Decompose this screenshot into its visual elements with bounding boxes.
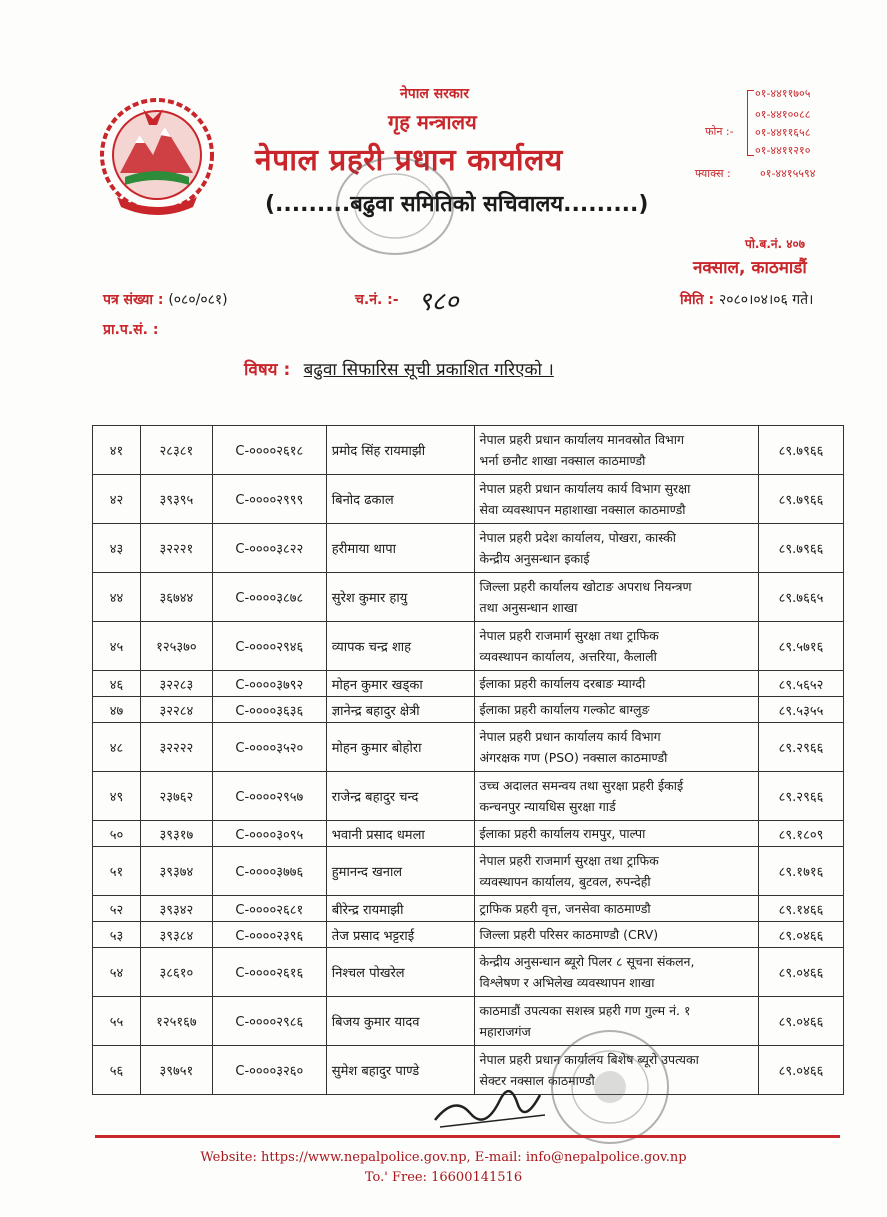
office-line: काठमाडौं उपत्यका सशस्त्र प्रहरी गण गुल्म नं. १ bbox=[479, 1003, 691, 1018]
score-cell: ८९.२९६६ bbox=[759, 772, 844, 821]
id-cell: ३९३८४ bbox=[140, 922, 212, 948]
office-cell bbox=[474, 772, 758, 821]
government-heading: नेपाल सरकार bbox=[400, 86, 470, 102]
subject-label: विषय : bbox=[244, 360, 291, 380]
office-cell bbox=[474, 821, 758, 847]
id-cell: ३९३४२ bbox=[140, 896, 212, 922]
office-line: उच्च अदालत समन्वय तथा सुरक्षा प्रहरी ईकाई bbox=[479, 778, 684, 793]
ref-label: पत्र संख्या : bbox=[103, 292, 164, 308]
ref-value: (०८०/०८१) bbox=[168, 292, 228, 308]
office-line: अंगरक्षक गण (PSO) नक्साल काठमाण्डौ bbox=[479, 750, 668, 765]
code-cell: C-००००२९५७ bbox=[212, 772, 326, 821]
name-cell: मोहन कुमार खड्का bbox=[326, 671, 474, 697]
office-line: कन्चनपुर न्यायधिस सुरक्षा गार्ड bbox=[479, 799, 616, 814]
table-row bbox=[93, 821, 844, 847]
score-cell: ८९.५३५५ bbox=[759, 697, 844, 723]
po-box: पो.ब.नं. ४०७ bbox=[745, 237, 806, 251]
serial-cell: ५५ bbox=[93, 997, 141, 1046]
office-line: जिल्ला प्रहरी कार्यालय खोटाङ अपराध नियन्त्रण bbox=[479, 579, 692, 594]
serial-cell: ४२ bbox=[93, 475, 141, 524]
promotion-table bbox=[92, 425, 844, 1095]
office-cell bbox=[474, 922, 758, 948]
code-cell: C-००००२६१६ bbox=[212, 948, 326, 997]
table-row bbox=[93, 847, 844, 896]
serial-cell: ४५ bbox=[93, 622, 141, 671]
code-cell: C-००००३८७८ bbox=[212, 573, 326, 622]
fax-label: फ्याक्स : bbox=[695, 167, 731, 180]
code-cell: C-००००२६८१ bbox=[212, 896, 326, 922]
score-cell: ८९.५७१६ bbox=[759, 622, 844, 671]
score-cell: ८९.७९६६ bbox=[759, 475, 844, 524]
ministry-heading: गृह मन्त्रालय bbox=[388, 110, 477, 134]
table-row bbox=[93, 697, 844, 723]
id-cell: १२५१६७ bbox=[140, 997, 212, 1046]
office-cell bbox=[474, 847, 758, 896]
score-cell: ८९.०४६६ bbox=[759, 922, 844, 948]
phone-number: ०१-४४११२१० bbox=[755, 144, 811, 157]
office-line: ईलाका प्रहरी कार्यालय गल्कोट बाग्लुङ bbox=[479, 702, 650, 717]
code-cell: C-००००३७७६ bbox=[212, 847, 326, 896]
office-line: नेपाल प्रहरी प्रधान कार्यालय मानवस्रोत विभाग bbox=[479, 432, 685, 447]
office-line: नेपाल प्रहरी प्रधान कार्यालय बिशेष ब्यूरो उपत्यका bbox=[479, 1052, 699, 1067]
name-cell: तेज प्रसाद भट्टराई bbox=[326, 922, 474, 948]
serial-cell: ५४ bbox=[93, 948, 141, 997]
footer-divider bbox=[95, 1135, 840, 1138]
code-cell: C-००००२९९९ bbox=[212, 475, 326, 524]
name-cell: सुमेश बहादुर पाण्डे bbox=[326, 1046, 474, 1095]
id-cell: ३९३१७ bbox=[140, 821, 212, 847]
office-line: महाराजगंज bbox=[479, 1024, 531, 1039]
secretariat-heading: (.........बढुवा समितिको सचिवालय.........) bbox=[265, 192, 649, 217]
code-cell: C-००००२३९६ bbox=[212, 922, 326, 948]
table-row bbox=[93, 573, 844, 622]
serial-cell: ५६ bbox=[93, 1046, 141, 1095]
subject-text: बढुवा सिफारिस सूची प्रकाशित गरिएको । bbox=[303, 360, 554, 380]
phone-number: ०१-४४११६५८ bbox=[755, 126, 811, 139]
office-line: केन्द्रीय अनुसन्धान ब्यूरो पिलर ८ सूचना संकलन, bbox=[479, 954, 695, 969]
phone-bracket bbox=[747, 90, 754, 156]
office-line: ट्राफिक प्रहरी वृत्त, जनसेवा काठमाण्डौ bbox=[479, 901, 651, 916]
id-cell: ३२२२२ bbox=[140, 723, 212, 772]
table-row bbox=[93, 896, 844, 922]
score-cell: ८९.७९६६ bbox=[759, 426, 844, 475]
id-cell: ३६७४४ bbox=[140, 573, 212, 622]
office-line: नेपाल प्रहरी प्रदेश कार्यालय, पोखरा, कास्की bbox=[479, 530, 676, 545]
office-cell bbox=[474, 723, 758, 772]
phone-number: ०१-४४११७०५ bbox=[755, 87, 811, 100]
serial-cell: ५३ bbox=[93, 922, 141, 948]
office-line: व्यवस्थापन कार्यालय, अत्तरिया, कैलाली bbox=[479, 649, 657, 664]
id-cell: ३२२८४ bbox=[140, 697, 212, 723]
serial-cell: ४३ bbox=[93, 524, 141, 573]
dispatch-number: ९८० bbox=[418, 287, 459, 317]
code-cell: C-००००२९४६ bbox=[212, 622, 326, 671]
office-line: सेवा व्यवस्थापन महाशाखा नक्साल काठमाण्डौ bbox=[479, 502, 686, 517]
table-row bbox=[93, 426, 844, 475]
name-cell: मोहन कुमार बोहोरा bbox=[326, 723, 474, 772]
serial-cell: ४९ bbox=[93, 772, 141, 821]
office-cell bbox=[474, 573, 758, 622]
office-cell bbox=[474, 475, 758, 524]
id-cell: २८३८१ bbox=[140, 426, 212, 475]
score-cell: ८९.०४६६ bbox=[759, 997, 844, 1046]
office-line: नेपाल प्रहरी राजमार्ग सुरक्षा तथा ट्राफिक bbox=[479, 853, 659, 868]
table-row bbox=[93, 622, 844, 671]
table-row bbox=[93, 671, 844, 697]
score-cell: ८९.१८०९ bbox=[759, 821, 844, 847]
code-cell: C-००००३५२० bbox=[212, 723, 326, 772]
name-cell: भवानी प्रसाद धमला bbox=[326, 821, 474, 847]
serial-cell: ४७ bbox=[93, 697, 141, 723]
id-cell: ३८६१० bbox=[140, 948, 212, 997]
office-cell bbox=[474, 948, 758, 997]
id-cell: ३२२२१ bbox=[140, 524, 212, 573]
office-line: केन्द्रीय अनुसन्धान इकाई bbox=[479, 551, 590, 566]
score-cell: ८९.१७१६ bbox=[759, 847, 844, 896]
office-cell bbox=[474, 622, 758, 671]
prapas-label: प्रा.प.सं. : bbox=[103, 322, 159, 338]
id-cell: ३९७५१ bbox=[140, 1046, 212, 1095]
office-heading: नेपाल प्रहरी प्रधान कार्यालय bbox=[255, 143, 563, 178]
score-cell: ८९.२९६६ bbox=[759, 723, 844, 772]
name-cell: हुमानन्द खनाल bbox=[326, 847, 474, 896]
footer-website: Website: https://www.nepalpolice.gov.np, E-mail: info@nepalpolice.gov.np bbox=[200, 1150, 687, 1165]
name-cell: निश्चल पोखरेल bbox=[326, 948, 474, 997]
name-cell: बीरेन्द्र रायमाझी bbox=[326, 896, 474, 922]
table-row bbox=[93, 997, 844, 1046]
phone-number: ०१-४४१००८८ bbox=[755, 108, 811, 121]
name-cell: व्यापक चन्द्र शाह bbox=[326, 622, 474, 671]
id-cell: ३९३७४ bbox=[140, 847, 212, 896]
name-cell: ज्ञानेन्द्र बहादुर क्षेत्री bbox=[326, 697, 474, 723]
score-cell: ८९.०४६६ bbox=[759, 1046, 844, 1095]
id-cell: २३७६२ bbox=[140, 772, 212, 821]
office-line: नेपाल प्रहरी राजमार्ग सुरक्षा तथा ट्राफिक bbox=[479, 628, 659, 643]
serial-cell: ५२ bbox=[93, 896, 141, 922]
office-stamp-icon bbox=[545, 1025, 675, 1150]
ref-number bbox=[103, 290, 228, 309]
office-line: तथा अनुसन्धान शाखा bbox=[479, 600, 578, 615]
serial-cell: ४४ bbox=[93, 573, 141, 622]
office-line: जिल्ला प्रहरी परिसर काठमाण्डौ (CRV) bbox=[479, 927, 659, 942]
name-cell: राजेन्द्र बहादुर चन्द bbox=[326, 772, 474, 821]
name-cell: हरीमाया थापा bbox=[326, 524, 474, 573]
fax-number: ०१-४४१५५९४ bbox=[760, 167, 816, 180]
code-cell: C-००००२९८६ bbox=[212, 997, 326, 1046]
code-cell: C-००००२६१८ bbox=[212, 426, 326, 475]
date-label: मिति : bbox=[680, 292, 715, 308]
serial-cell: ४६ bbox=[93, 671, 141, 697]
table-row bbox=[93, 772, 844, 821]
letter-date bbox=[680, 290, 813, 309]
code-cell: C-००००३२६० bbox=[212, 1046, 326, 1095]
signature-icon bbox=[430, 1075, 550, 1135]
date-value: २०८०।०४।०६ गते। bbox=[718, 292, 814, 308]
table-row bbox=[93, 948, 844, 997]
code-cell: C-००००३८२२ bbox=[212, 524, 326, 573]
score-cell: ८९.१४६६ bbox=[759, 896, 844, 922]
name-cell: प्रमोद सिंह रायमाझी bbox=[326, 426, 474, 475]
office-line: सेक्टर नक्साल काठमाण्डौ bbox=[479, 1073, 595, 1088]
id-cell: १२५३७० bbox=[140, 622, 212, 671]
office-cell bbox=[474, 426, 758, 475]
nepal-emblem-icon bbox=[95, 95, 220, 220]
office-stamp-icon bbox=[330, 152, 460, 260]
footer-tollfree: To.' Free: 16600141516 bbox=[364, 1170, 523, 1185]
office-line: विश्लेषण र अभिलेख व्यवस्थापन शाखा bbox=[479, 975, 655, 990]
code-cell: C-००००३०९५ bbox=[212, 821, 326, 847]
name-cell: बिजय कुमार यादव bbox=[326, 997, 474, 1046]
office-cell bbox=[474, 671, 758, 697]
office-line: नेपाल प्रहरी प्रधान कार्यालय कार्य विभाग bbox=[479, 729, 661, 744]
table-row bbox=[93, 922, 844, 948]
score-cell: ८९.७६६५ bbox=[759, 573, 844, 622]
serial-cell: ४८ bbox=[93, 723, 141, 772]
table-row bbox=[93, 475, 844, 524]
score-cell: ८९.०४६६ bbox=[759, 948, 844, 997]
score-cell: ८९.७९६६ bbox=[759, 524, 844, 573]
office-cell bbox=[474, 524, 758, 573]
office-line: ईलाका प्रहरी कार्यालय रामपुर, पाल्पा bbox=[479, 826, 646, 841]
name-cell: बिनोद ढकाल bbox=[326, 475, 474, 524]
office-line: भर्ना छनौट शाखा नक्साल काठमाण्डौ bbox=[479, 453, 646, 468]
office-cell bbox=[474, 697, 758, 723]
subject-line bbox=[244, 357, 554, 380]
office-address: नक्साल, काठमाडौं bbox=[693, 258, 807, 278]
code-cell: C-००००३७९२ bbox=[212, 671, 326, 697]
office-line: नेपाल प्रहरी प्रधान कार्यालय कार्य विभाग सुरक्षा bbox=[479, 481, 691, 496]
table-row bbox=[93, 524, 844, 573]
name-cell: सुरेश कुमार हायु bbox=[326, 573, 474, 622]
office-line: ईलाका प्रहरी कार्यालय दरबाङ म्याग्दी bbox=[479, 676, 646, 691]
id-cell: ३२२८३ bbox=[140, 671, 212, 697]
id-cell: ३९३९५ bbox=[140, 475, 212, 524]
serial-cell: ५० bbox=[93, 821, 141, 847]
dispatch-label: च.नं. :- bbox=[355, 292, 399, 308]
phone-label: फोन :- bbox=[705, 125, 734, 138]
table-row bbox=[93, 723, 844, 772]
score-cell: ८९.५६५२ bbox=[759, 671, 844, 697]
office-cell bbox=[474, 896, 758, 922]
code-cell: C-००००३६३६ bbox=[212, 697, 326, 723]
office-line: व्यवस्थापन कार्यालय, बुटवल, रुपन्देही bbox=[479, 874, 651, 889]
serial-cell: ४१ bbox=[93, 426, 141, 475]
serial-cell: ५१ bbox=[93, 847, 141, 896]
